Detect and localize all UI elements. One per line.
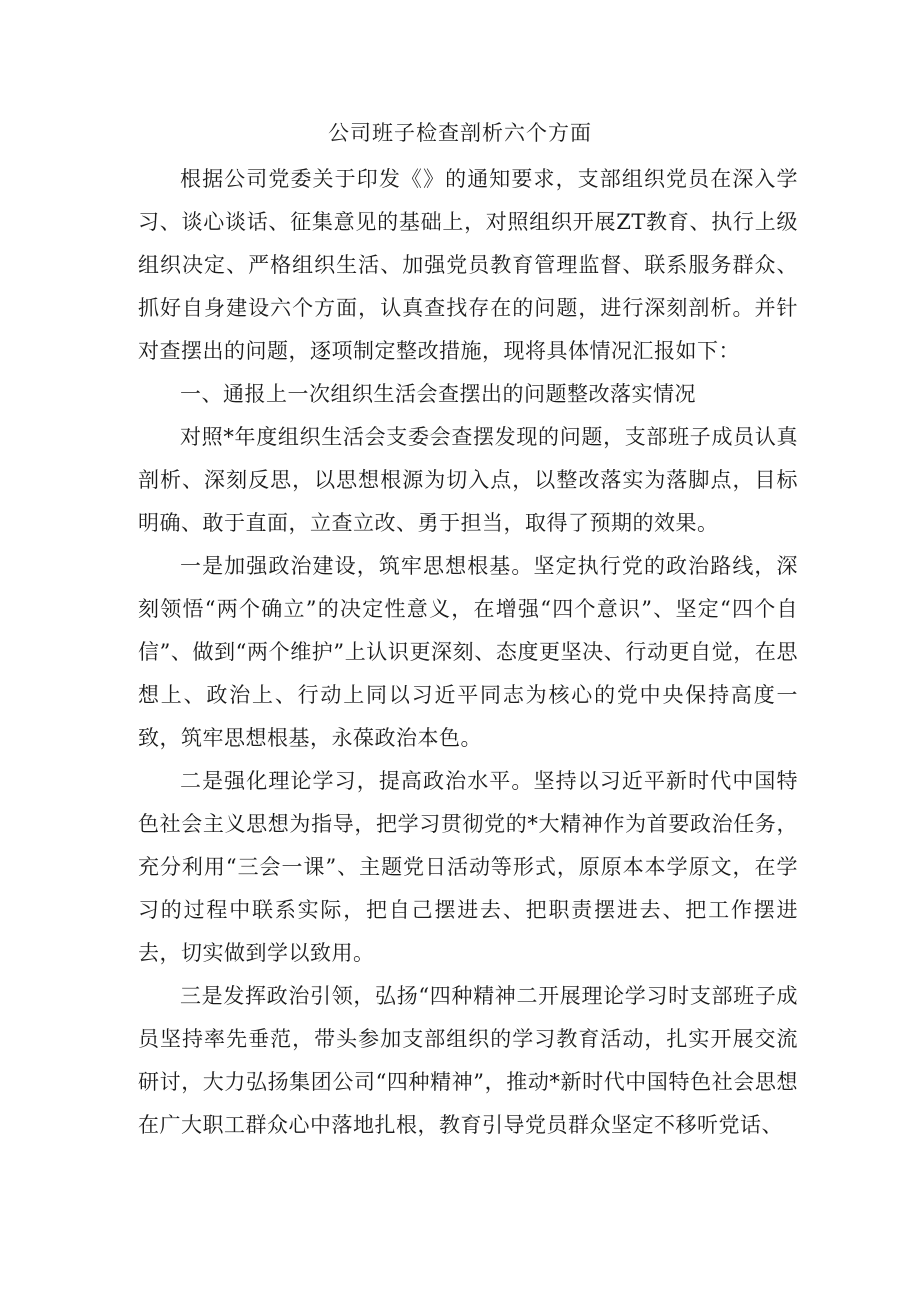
- paragraph-theory-study: 二是强化理论学习，提高政治水平。坚持以习近平新时代中国特色社会主义思想为指导，把学习贯彻党的*大精神作为首要政治任务，充分利用“三会一课”、主题党日活动等形式，原原本本学原文，在学习的过程中联系实际，把自己摆进去、把职责摆进去、把工作摆进去，切实做到学以致用。: [138, 769, 798, 965]
- document-body: [138, 158, 798, 1147]
- paragraph-intro: 根据公司党委关于印发《》的通知要求，支部组织党员在深入学习、谈心谈话、征集意见的基础上，对照组织开展ZT教育、执行上级组织决定、严格组织生活、加强党员教育管理监督、联系服务群众、抓好自身建设六个方面，认真查找存在的问题，进行深刻剖析。并针对查摆出的问题，逐项制定整改措施，现将具体情况汇报如下：: [138, 167, 798, 363]
- section-heading: 一、通报上一次组织生活会查摆出的问题整改落实情况: [180, 382, 696, 406]
- paragraph-political-leadership: 三是发挥政治引领，弘扬“四种精神二开展理论学习时支部班子成员坚持率先垂范，带头参加支部组织的学习教育活动，扎实开展交流研讨，大力弘扬集团公司“四种精神”，推动*新时代中国特色社会思想在广大职工群众心中落地扎根，教育引导党员群众坚定不移听党话、: [138, 984, 798, 1137]
- paragraph-political-building: 一是加强政治建设，筑牢思想根基。坚定执行党的政治路线，深刻领悟“两个确立”的决定性意义，在增强“四个意识”、坚定“四个自信”、做到“两个维护”上认识更深刻、态度更坚决、行动更自觉，在思想上、政治上、行动上同以习近平同志为核心的党中央保持高度一致，筑牢思想根基，永葆政治本色。: [138, 554, 798, 750]
- paragraph-overview: 对照*年度组织生活会支委会查摆发现的问题，支部班子成员认真剖析、深刻反思，以思想根源为切入点，以整改落实为落脚点，目标明确、敢于直面，立查立改、勇于担当，取得了预期的效果。: [138, 425, 798, 535]
- document-title: 公司班子检查剖析六个方面: [328, 121, 592, 145]
